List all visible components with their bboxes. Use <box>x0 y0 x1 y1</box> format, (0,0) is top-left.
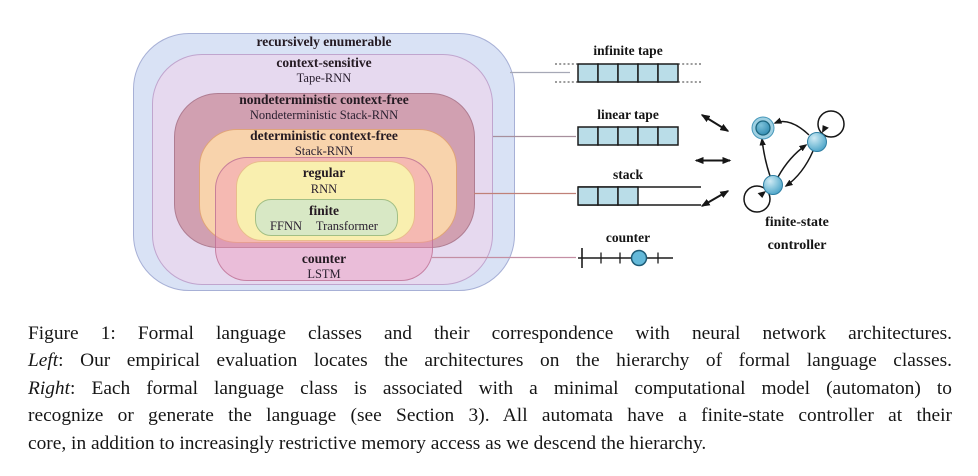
arrow-linear-tape-controller <box>702 115 728 131</box>
arch-label-nondeterministic-stack-rnn: Nondeterministic Stack-RNN <box>249 108 399 122</box>
state-accepting <box>756 121 770 135</box>
caption-text: recognize or generate the language (see Section 3). All automata have a finite-state controller at their <box>28 405 952 427</box>
class-label-context-sensitive: context-sensitive <box>276 55 372 70</box>
linear-tape <box>578 127 678 145</box>
arch-label-ffnn-transformer: FFNN Transformer <box>270 219 378 233</box>
caption-line-3 <box>28 375 952 402</box>
stack-label: stack <box>613 167 643 182</box>
controller-label-line1: finite-state <box>765 215 829 230</box>
caption-text: : Each formal language class is associated with a minimal computational model (automaton) to <box>70 377 952 399</box>
caption-line-2 <box>28 347 952 374</box>
counter-label: counter <box>605 230 651 245</box>
edge-bottomleft-to-topright <box>778 145 806 177</box>
figure-caption <box>28 320 952 457</box>
counter-value-marker <box>632 251 647 266</box>
arch-label-lstm: LSTM <box>307 267 341 281</box>
finite-state-controller <box>744 111 844 212</box>
caption-text: Figure 1: Formal language classes and their correspondence with neural network architectures. <box>28 323 952 344</box>
class-label-recursively-enumerable: recursively enumerable <box>256 34 392 49</box>
caption-right-italic: Right <box>28 377 71 399</box>
class-label-finite: finite <box>309 203 339 218</box>
caption-line-4 <box>28 402 952 429</box>
caption-line-5 <box>28 430 952 457</box>
memory-controller-arrows <box>696 115 730 206</box>
caption-text: core, in addition to increasingly restrictive memory access as we descend the hierarchy. <box>28 432 707 454</box>
arrow-stack-controller <box>702 191 728 206</box>
caption-line-1 <box>28 320 952 347</box>
linear-tape-label: linear tape <box>597 107 659 122</box>
arch-label-tape-rnn: Tape-RNN <box>296 71 352 85</box>
caption-text: : Our empirical evaluation locates the architectures on the hierarchy of formal language classes. <box>58 350 952 372</box>
caption-left-italic: Left <box>28 350 59 372</box>
edge-topright-to-bottomleft <box>786 151 813 186</box>
stack-cells <box>578 187 638 205</box>
class-label-counter: counter <box>301 251 347 266</box>
self-loop-top-right-state <box>818 111 844 137</box>
controller-label-line2: controller <box>767 238 827 253</box>
state-bottom-left <box>764 176 783 195</box>
edge-bottomleft-to-topleft <box>762 139 770 176</box>
stack <box>578 187 701 205</box>
arch-label-rnn: RNN <box>310 182 338 196</box>
infinite-tape-label: infinite tape <box>593 43 663 58</box>
infinite-tape <box>555 64 701 82</box>
class-label-nondeterministic-context-free: nondeterministic context-free <box>239 92 409 107</box>
arch-label-stack-rnn: Stack-RNN <box>294 144 354 158</box>
edge-topright-to-topleft <box>775 122 809 136</box>
counter-machine <box>578 248 673 268</box>
set-to-machine-connectors <box>432 73 576 258</box>
class-label-regular: regular <box>302 165 346 180</box>
state-top-right <box>808 133 827 152</box>
class-label-deterministic-context-free: deterministic context-free <box>250 128 398 143</box>
infinite-tape-cells <box>578 64 678 82</box>
